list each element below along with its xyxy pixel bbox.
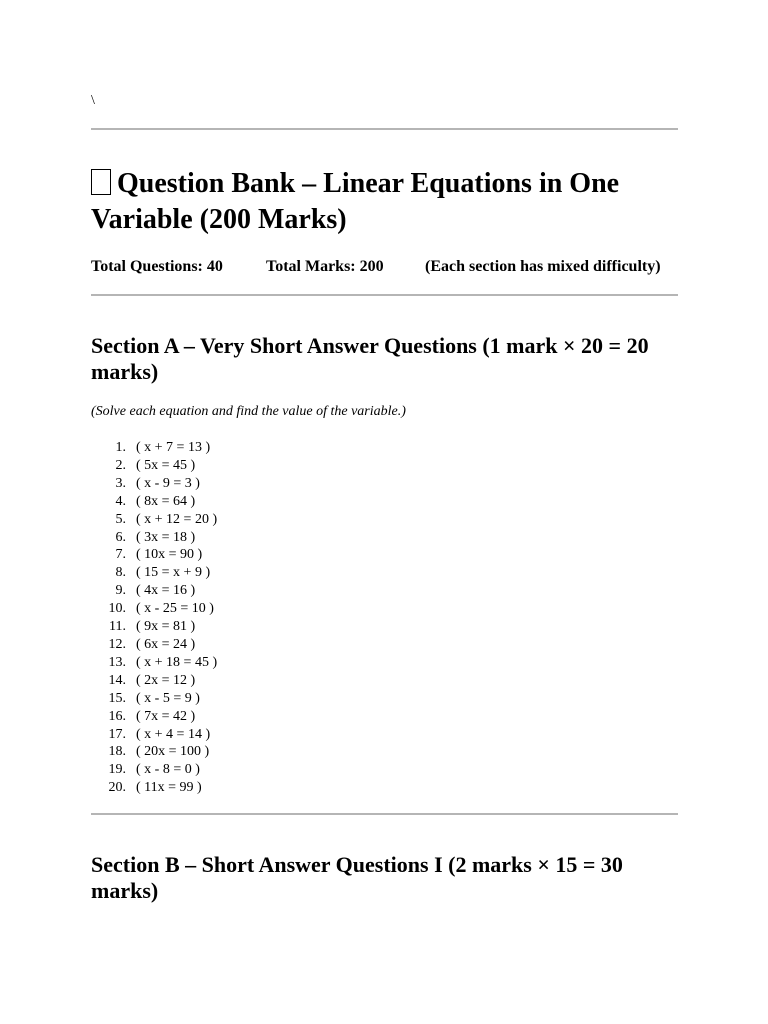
divider-after-summary: [91, 294, 678, 296]
question-item: [91, 690, 217, 708]
question-item: [91, 708, 217, 726]
question-number: 15.: [108, 690, 126, 706]
divider-top: [91, 128, 678, 130]
question-text: ( 6x = 24 ): [136, 636, 196, 652]
question-number: 11.: [109, 619, 126, 635]
question-number: 19.: [108, 762, 126, 778]
question-item: [91, 475, 217, 493]
question-text: ( 7x = 42 ): [136, 708, 196, 724]
page-title: [91, 166, 678, 238]
question-number: 4.: [115, 493, 126, 509]
section-a-heading: Section A – Very Short Answer Questions (1 mark × 20 = 20 marks): [91, 333, 649, 384]
question-text: ( 3x = 18 ): [136, 529, 196, 545]
section-a-question-list: [91, 439, 217, 797]
question-text: ( 2x = 12 ): [136, 672, 196, 688]
question-text: ( x + 4 = 14 ): [136, 726, 211, 742]
question-item: [91, 564, 217, 582]
question-item: [91, 726, 217, 744]
question-number: 10.: [108, 601, 126, 617]
question-item: [91, 546, 217, 564]
question-text: ( 8x = 64 ): [136, 493, 196, 509]
question-number: 17.: [108, 726, 126, 742]
total-marks: Total Marks: 200: [266, 258, 384, 275]
question-item: [91, 654, 217, 672]
question-text: ( 20x = 100 ): [136, 744, 210, 760]
question-item: [91, 582, 217, 600]
question-item: [91, 743, 217, 761]
question-item: [91, 618, 217, 636]
question-text: ( 5x = 45 ): [136, 457, 196, 473]
question-number: 3.: [115, 475, 126, 491]
question-number: 1.: [115, 440, 126, 455]
question-item: [91, 600, 217, 618]
question-item: [91, 439, 217, 457]
missing-glyph-icon: [91, 169, 111, 195]
question-text: ( 15 = x + 9 ): [136, 565, 211, 581]
summary-row: [91, 257, 681, 277]
question-number: 8.: [115, 565, 126, 581]
question-item: [91, 672, 217, 690]
question-text: ( x + 7 = 13 ): [136, 440, 211, 455]
question-number: 18.: [108, 744, 126, 760]
question-text: ( 11x = 99 ): [136, 780, 202, 796]
question-text: ( 4x = 16 ): [136, 583, 196, 599]
question-item: [91, 761, 217, 779]
stray-backslash-text: \: [91, 93, 95, 108]
section-b-heading: Section B – Short Answer Questions I (2 marks × 15 = 30 marks): [91, 852, 623, 903]
question-number: 20.: [108, 780, 126, 796]
total-questions: Total Questions: 40: [91, 258, 223, 275]
question-number: 16.: [108, 708, 126, 724]
question-number: 6.: [115, 529, 126, 545]
question-number: 5.: [115, 511, 126, 527]
question-text: ( 10x = 90 ): [136, 547, 203, 563]
question-text: ( x - 9 = 3 ): [136, 475, 200, 491]
question-item: [91, 779, 217, 797]
question-item: [91, 511, 217, 529]
section-a-instructions: (Solve each equation and find the value of the variable.): [91, 404, 406, 419]
question-text: ( 9x = 81 ): [136, 619, 196, 635]
question-text: ( x - 8 = 0 ): [136, 762, 200, 778]
question-item: [91, 636, 217, 654]
question-text: ( x - 25 = 10 ): [136, 601, 214, 617]
page-title-text: Question Bank – Linear Equations in One Variable (200 Marks): [91, 168, 620, 235]
question-number: 2.: [115, 457, 126, 473]
question-number: 7.: [115, 547, 126, 563]
question-text: ( x - 5 = 9 ): [136, 690, 200, 706]
divider-after-section-a: [91, 813, 678, 815]
question-item: [91, 493, 217, 511]
question-item: [91, 529, 217, 547]
question-number: 12.: [108, 636, 126, 652]
question-text: ( x + 18 = 45 ): [136, 654, 218, 670]
question-number: 13.: [108, 654, 126, 670]
question-item: [91, 457, 217, 475]
question-text: ( x + 12 = 20 ): [136, 511, 218, 527]
question-number: 9.: [115, 583, 126, 599]
question-number: 14.: [108, 672, 126, 688]
difficulty-note: (Each section has mixed difficulty): [425, 258, 661, 275]
